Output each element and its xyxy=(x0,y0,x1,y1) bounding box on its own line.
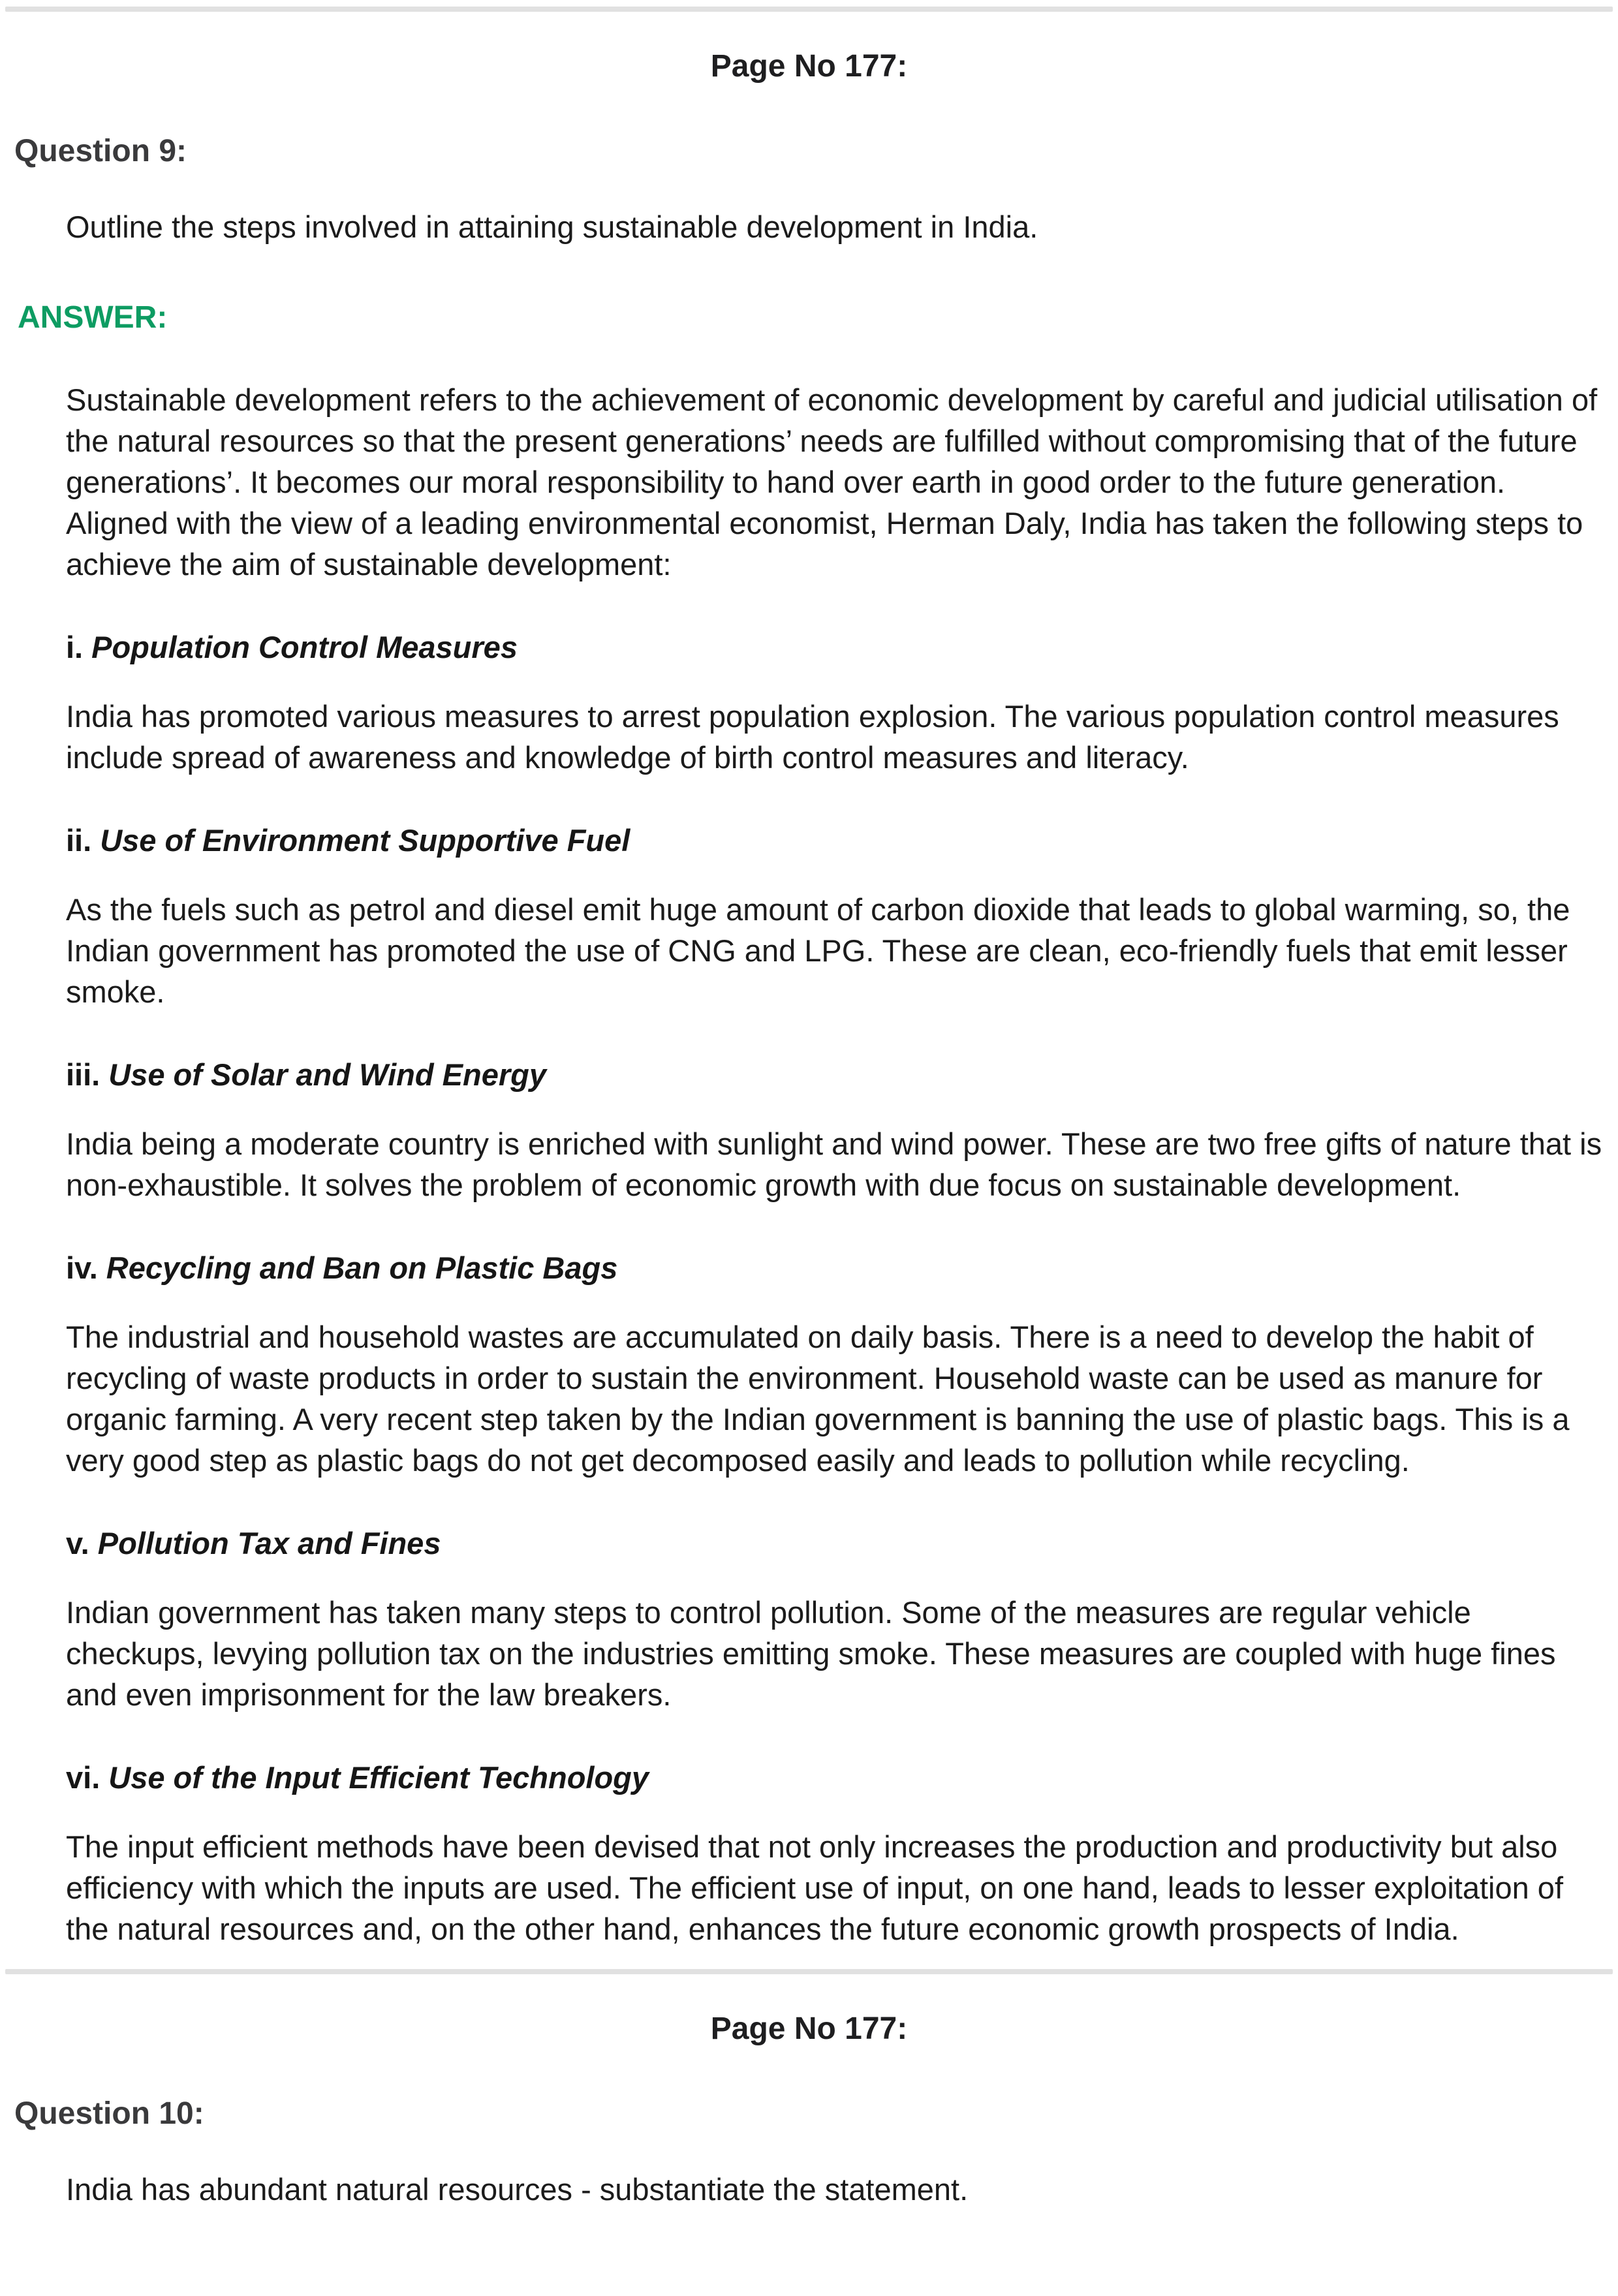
question-10-text: India has abundant natural resources - substantiate the statement. xyxy=(66,2172,969,2207)
section-title-vi: Use of the Input Efficient Technology xyxy=(108,1760,649,1795)
section-title-i: Population Control Measures xyxy=(91,630,518,664)
section-heading-iii xyxy=(66,1054,1604,1096)
question-9-text: Outline the steps involved in attaining sustainable development in India. xyxy=(66,209,1038,244)
section-numeral-ii: ii. xyxy=(66,823,92,858)
section-numeral-iv: iv. xyxy=(66,1250,98,1285)
section-numeral-v: v. xyxy=(66,1526,89,1560)
section-title-v: Pollution Tax and Fines xyxy=(97,1526,441,1560)
section-body-iv: The industrial and household wastes are accumulated on daily basis. There is a need to develop the habit of recycling of waste products in order to sustain the environment. Household waste can be used as manure for organic farming. A very recent step taken by the Indian government is banning the use of plastic bags. This is a very good step as plastic bags do not get decomposed easily and leads to pollution while recycling. xyxy=(66,1320,1570,1478)
section-body-v: Indian government has taken many steps to control pollution. Some of the measures are regular vehicle checkups, levying pollution tax on the industries emitting smoke. These measures are coupled with huge fines and even imprisonment for the law breakers. xyxy=(66,1595,1556,1712)
section-heading-ii xyxy=(66,820,1604,861)
answer-label: ANSWER: xyxy=(18,300,168,335)
question-10-label: Question 10: xyxy=(14,2096,204,2131)
section-body-vi: The input efficient methods have been devised that not only increases the production and productivity but also efficiency with which the inputs are used. The efficient use of input, on one hand, leads to lesser exploitation of the natural resources and, on the other hand, enhances the future economic growth prospects of India. xyxy=(66,1829,1564,1946)
section-heading-v xyxy=(66,1523,1604,1564)
section-title-ii: Use of Environment Supportive Fuel xyxy=(100,823,630,858)
section-numeral-iii: iii. xyxy=(66,1057,101,1092)
answer-intro-paragraph: Sustainable development refers to the achievement of economic development by careful and judicial utilisation of the natural resources so that the present generations’ needs are fulfilled without compromising that of the future generations’. It becomes our moral responsibility to hand over earth in good order to the future generation. Aligned with the view of a leading environmental economist, Herman Daly, India has taken the following steps to achieve the aim of sustainable development: xyxy=(66,382,1598,582)
section-numeral-vi: vi. xyxy=(66,1760,101,1795)
section-body-i: India has promoted various measures to arrest population explosion. The various population control measures include spread of awareness and knowledge of birth control measures and literacy. xyxy=(66,699,1559,775)
section-divider xyxy=(5,1969,1613,1974)
section-body-ii: As the fuels such as petrol and diesel emit huge amount of carbon dioxide that leads to global warming, so, the Indian government has promoted the use of CNG and LPG. These are clean, eco-friendly fuels that emit lesser smoke. xyxy=(66,892,1570,1009)
section-title-iv: Recycling and Ban on Plastic Bags xyxy=(106,1250,618,1285)
section-heading-iv xyxy=(66,1247,1604,1289)
top-page-divider xyxy=(5,7,1613,12)
section-heading-vi xyxy=(66,1757,1604,1799)
section-title-iii: Use of Solar and Wind Energy xyxy=(108,1057,546,1092)
section-numeral-i: i. xyxy=(66,630,84,664)
question-9-label: Question 9: xyxy=(14,134,187,168)
page-number-heading-2: Page No 177: xyxy=(710,2011,908,2046)
page-number-heading: Page No 177: xyxy=(710,49,908,84)
section-heading-i xyxy=(66,627,1604,668)
section-body-iii: India being a moderate country is enriched with sunlight and wind power. These are two free gifts of nature that is non-exhaustible. It solves the problem of economic growth with due focus on sustainable development. xyxy=(66,1126,1602,1202)
